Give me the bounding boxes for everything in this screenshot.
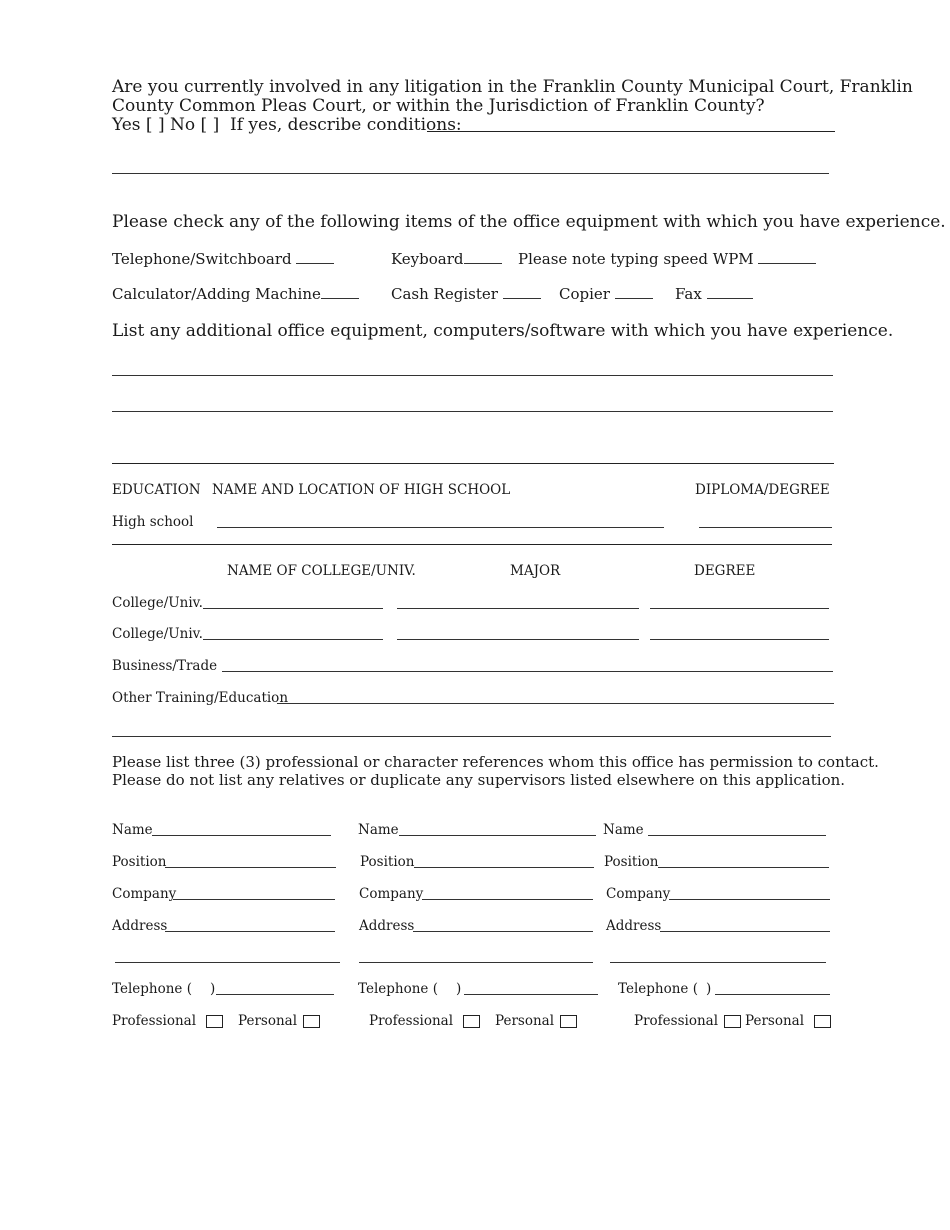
telephone-check[interactable] xyxy=(296,249,334,264)
ref1-professional-checkbox[interactable] xyxy=(206,1015,223,1028)
ref1-telephone-close: ) xyxy=(209,981,216,997)
typing-speed-label: Please note typing speed WPM xyxy=(518,250,754,268)
cash-register-item xyxy=(391,284,541,303)
ref2-telephone-field[interactable] xyxy=(464,994,598,995)
college-2-major-field[interactable] xyxy=(397,639,639,640)
ref2-company-field[interactable] xyxy=(422,899,593,900)
ref3-address-field-2[interactable] xyxy=(610,962,826,963)
litigation-question-line1: Are you currently involved in any litigation in the Franklin County Municipal Court, Franklin xyxy=(112,77,913,97)
high-school-diploma-field[interactable] xyxy=(699,527,832,528)
fax-check[interactable] xyxy=(707,284,753,299)
other-training-field[interactable] xyxy=(277,703,834,704)
describe-label: If yes, describe conditions: xyxy=(230,115,462,135)
ref2-telephone-open: Telephone ( xyxy=(358,981,438,997)
additional-equipment-field-1[interactable] xyxy=(112,375,833,376)
college-label-1: College/Univ. xyxy=(112,595,203,611)
ref3-name-field[interactable] xyxy=(648,835,826,836)
telephone-label: Telephone/Switchboard xyxy=(112,250,292,268)
ref1-telephone-field[interactable] xyxy=(216,994,334,995)
ref2-position-field[interactable] xyxy=(414,867,594,868)
ref2-name-field[interactable] xyxy=(399,835,596,836)
ref2-address-label: Address xyxy=(359,918,415,934)
ref3-type-row xyxy=(634,1013,831,1029)
ref1-position-label: Position xyxy=(112,854,167,870)
college-2-name-field[interactable] xyxy=(203,639,383,640)
ref1-type-row xyxy=(112,1013,320,1029)
ref1-position-field[interactable] xyxy=(165,867,336,868)
ref1-personal-label: Personal xyxy=(238,1013,298,1029)
ref2-professional-label: Professional xyxy=(369,1013,454,1029)
ref2-personal-label: Personal xyxy=(495,1013,555,1029)
ref3-position-field[interactable] xyxy=(658,867,829,868)
calculator-check[interactable] xyxy=(321,284,359,299)
litigation-question-line2: County Common Pleas Court, or within the Jurisdiction of Franklin County? xyxy=(112,96,765,116)
ref3-telephone-label xyxy=(618,981,711,997)
ref3-position-label: Position xyxy=(604,854,659,870)
college-2-degree-field[interactable] xyxy=(650,639,829,640)
ref3-company-label: Company xyxy=(606,886,671,902)
ref3-telephone-open: Telephone ( xyxy=(618,981,698,997)
ref1-professional-label: Professional xyxy=(112,1013,197,1029)
other-training-label: Other Training/Education xyxy=(112,690,289,706)
ref3-name-label: Name xyxy=(603,822,644,838)
college-1-major-field[interactable] xyxy=(397,608,639,609)
education-section-label: EDUCATION xyxy=(112,482,201,498)
calculator-item xyxy=(112,284,359,303)
ref2-name-label: Name xyxy=(358,822,399,838)
high-school-label: High school xyxy=(112,514,194,530)
ref1-address-field-2[interactable] xyxy=(115,962,340,963)
ref3-personal-label: Personal xyxy=(745,1013,805,1029)
ref1-telephone-open: Telephone ( xyxy=(112,981,192,997)
ref2-company-label: Company xyxy=(359,886,424,902)
no-option[interactable]: No [ ] xyxy=(170,115,220,135)
ref2-position-label: Position xyxy=(360,854,415,870)
ref3-telephone-field[interactable] xyxy=(715,994,830,995)
ref1-name-field[interactable] xyxy=(152,835,331,836)
ref2-telephone-close: ) xyxy=(455,981,462,997)
ref3-personal-checkbox[interactable] xyxy=(814,1015,831,1028)
ref1-address-field[interactable] xyxy=(165,931,335,932)
business-trade-field[interactable] xyxy=(222,671,833,672)
ref3-address-label: Address xyxy=(606,918,662,934)
describe-conditions-field-2[interactable] xyxy=(112,173,829,174)
education-divider-bottom xyxy=(112,736,831,737)
ref2-personal-checkbox[interactable] xyxy=(560,1015,577,1028)
ref2-type-row xyxy=(369,1013,577,1029)
degree-header: DEGREE xyxy=(694,563,756,579)
copier-check[interactable] xyxy=(615,284,653,299)
college-1-name-field[interactable] xyxy=(203,608,383,609)
ref1-address-label: Address xyxy=(112,918,168,934)
ref1-name-label: Name xyxy=(112,822,153,838)
ref1-telephone-label xyxy=(112,981,215,997)
keyboard-check[interactable] xyxy=(464,249,502,264)
ref1-company-field[interactable] xyxy=(173,899,335,900)
college-label-2: College/Univ. xyxy=(112,626,203,642)
education-divider-mid xyxy=(112,544,832,545)
college-1-degree-field[interactable] xyxy=(650,608,829,609)
ref3-company-field[interactable] xyxy=(669,899,830,900)
ref1-personal-checkbox[interactable] xyxy=(303,1015,320,1028)
fax-label: Fax xyxy=(675,285,702,303)
copier-item xyxy=(559,284,653,303)
high-school-name-field[interactable] xyxy=(217,527,664,528)
calculator-label: Calculator/Adding Machine xyxy=(112,285,321,303)
copier-label: Copier xyxy=(559,285,610,303)
additional-equipment-field-2[interactable] xyxy=(112,411,833,412)
keyboard-item xyxy=(391,249,502,268)
yes-option[interactable]: Yes [ ] xyxy=(112,115,165,135)
references-intro-line2: Please do not list any relatives or duplicate any supervisors listed elsewhere on this application. xyxy=(112,771,846,789)
ref3-telephone-close: ) xyxy=(705,981,712,997)
typing-speed-item xyxy=(518,249,816,268)
ref3-professional-checkbox[interactable] xyxy=(724,1015,741,1028)
cash-register-label: Cash Register xyxy=(391,285,498,303)
ref1-company-label: Company xyxy=(112,886,177,902)
keyboard-label: Keyboard xyxy=(391,250,464,268)
ref2-address-field[interactable] xyxy=(413,931,593,932)
education-divider-top xyxy=(112,463,834,464)
ref2-address-field-2[interactable] xyxy=(359,962,593,963)
diploma-header: DIPLOMA/DEGREE xyxy=(695,482,830,498)
ref2-telephone-label xyxy=(358,981,461,997)
describe-conditions-field[interactable] xyxy=(427,131,835,132)
business-trade-label: Business/Trade xyxy=(112,658,218,674)
college-name-header: NAME OF COLLEGE/UNIV. xyxy=(227,563,416,579)
additional-equipment-heading: List any additional office equipment, computers/software with which you have experience. xyxy=(112,321,894,341)
high-school-header: NAME AND LOCATION OF HIGH SCHOOL xyxy=(212,482,511,498)
ref3-professional-label: Professional xyxy=(634,1013,719,1029)
cash-register-check[interactable] xyxy=(503,284,541,299)
telephone-item xyxy=(112,249,334,268)
typing-speed-field[interactable] xyxy=(758,249,816,264)
references-intro-line1: Please list three (3) professional or character references whom this office has permission to contact. xyxy=(112,753,879,771)
ref2-professional-checkbox[interactable] xyxy=(463,1015,480,1028)
ref3-address-field[interactable] xyxy=(660,931,830,932)
major-header: MAJOR xyxy=(510,563,561,579)
equipment-heading: Please check any of the following items of the office equipment with which you have experience. xyxy=(112,212,946,232)
litigation-answer-row xyxy=(112,115,462,135)
fax-item xyxy=(675,284,753,303)
